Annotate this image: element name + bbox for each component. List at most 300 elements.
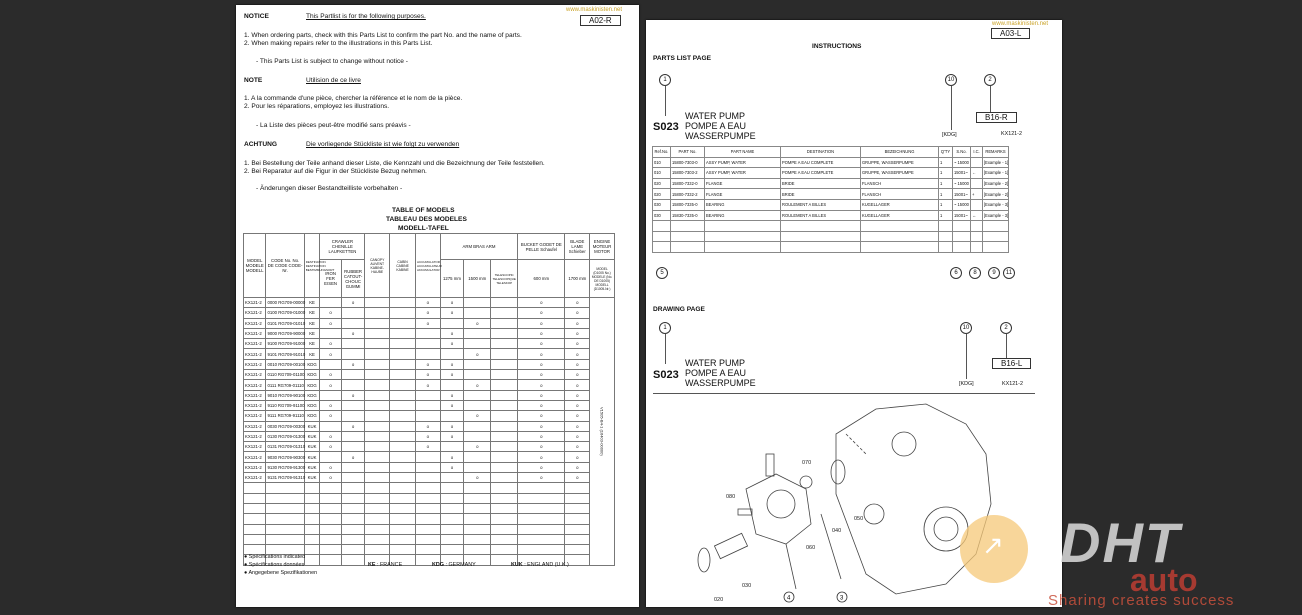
spec-mark-cell — [491, 380, 518, 390]
table-row-empty — [244, 483, 615, 493]
pump-gasket — [831, 460, 845, 484]
empty-cell — [464, 524, 491, 534]
spec-mark-cell — [390, 421, 416, 431]
parts-cell: [Example - 1] — [983, 157, 1009, 168]
col-arm-1275: 1275 mm — [440, 260, 464, 298]
spec-mark-cell — [415, 452, 440, 462]
destination-cell: KE — [304, 308, 320, 318]
code-cell: 9000 RG709-90000 — [266, 328, 304, 338]
empty-cell — [365, 534, 390, 544]
spec-mark-cell — [415, 400, 440, 410]
spec-mark-cell: o — [464, 473, 491, 483]
spec-mark-cell: o — [565, 318, 590, 328]
drawing-ref: B16-L — [992, 358, 1031, 369]
col-cabin: CABIN CABINE KABINE — [390, 234, 416, 298]
empty-cell — [365, 514, 390, 524]
parts-cell: 15830-7335-0 — [671, 210, 705, 221]
spec-mark-cell: o — [518, 339, 565, 349]
dht-logo — [960, 510, 1300, 615]
table-title: MODELL-TAFEL — [398, 225, 449, 232]
parts-cell: BEARING — [705, 210, 781, 221]
spec-mark-cell: o — [415, 370, 440, 380]
pump-bolt — [738, 509, 752, 515]
empty-cell — [518, 483, 565, 493]
parts-cell: 15001~ — [953, 189, 971, 200]
leader-line — [821, 514, 841, 579]
parts-row — [653, 157, 1009, 168]
spec-mark-cell — [365, 400, 390, 410]
parts-row — [653, 210, 1009, 221]
spec-mark-cell — [491, 349, 518, 359]
parts-header-cell: I.C. — [971, 147, 983, 158]
spec-mark-cell: o — [320, 411, 341, 421]
empty-cell — [415, 534, 440, 544]
parts-row-empty — [653, 242, 1009, 253]
assembly-line — [846, 434, 866, 454]
spec-mark-cell: o — [415, 298, 440, 308]
empty-cell — [320, 524, 341, 534]
callout-2: 2 — [1000, 322, 1012, 334]
code-cell: 0130 RG709-01300 — [266, 431, 304, 441]
spec-mark-cell — [464, 462, 491, 472]
model-tag: KX121-2 — [1001, 131, 1022, 137]
legend-ke: KE : FRANCE — [368, 562, 403, 568]
spec-mark-cell: o — [464, 411, 491, 421]
parts-cell: 030 — [653, 210, 671, 221]
spec-mark-cell — [491, 473, 518, 483]
diagram-label: 050 — [854, 516, 864, 522]
spec-mark-cell — [390, 380, 416, 390]
model-cell: KX121-2 — [244, 473, 266, 483]
parts-cell: ASSY PUMP, WATER — [705, 168, 781, 179]
spec-mark-cell: o — [518, 462, 565, 472]
spec-mark-cell: o — [518, 359, 565, 369]
spec-mark-cell — [365, 339, 390, 349]
empty-cell — [390, 545, 416, 555]
spec-mark-cell — [390, 452, 416, 462]
empty-cell — [464, 534, 491, 544]
empty-cell — [266, 483, 304, 493]
table-row — [244, 452, 615, 462]
spec-mark-cell — [341, 339, 365, 349]
pump-impeller — [767, 490, 795, 518]
page-code: A03-L — [991, 28, 1030, 39]
destination-cell: KDG — [304, 411, 320, 421]
parts-cell: 010 — [653, 157, 671, 168]
parts-cell: 15001~ — [953, 210, 971, 221]
spec-mark-cell — [491, 370, 518, 380]
parts-cell: 15001~ — [953, 168, 971, 179]
model-tag: KX121-2 — [1002, 381, 1023, 387]
empty-cell — [304, 483, 320, 493]
parts-cell: 1 — [939, 210, 953, 221]
table-row — [244, 359, 615, 369]
achtung-heading: ACHTUNG — [244, 141, 277, 148]
empty-cell — [244, 503, 266, 513]
destination-cell: KUK — [304, 421, 320, 431]
part-name-de: WASSERPUMPE — [685, 131, 756, 141]
spec-mark-cell — [415, 390, 440, 400]
spec-mark-cell: o — [415, 308, 440, 318]
spec-mark-cell: o — [440, 359, 464, 369]
spec-mark-cell: o — [518, 473, 565, 483]
table-title: TABLEAU DES MODELES — [386, 216, 467, 223]
empty-cell — [304, 534, 320, 544]
parts-cell: 15800-7303-2 — [671, 168, 705, 179]
empty-cell — [953, 242, 971, 253]
destination-cell: KUK — [304, 442, 320, 452]
spec-mark-cell — [440, 442, 464, 452]
spec-mark-cell — [440, 380, 464, 390]
parts-cell: ROULEMENT A BILLES — [781, 199, 861, 210]
spec-mark-cell — [341, 473, 365, 483]
empty-cell — [415, 503, 440, 513]
spec-mark-cell — [390, 308, 416, 318]
spec-mark-cell: o — [415, 359, 440, 369]
drawing-page-heading: DRAWING PAGE — [653, 306, 705, 313]
parts-header-cell: PART No. — [671, 147, 705, 158]
spec-mark-cell — [365, 380, 390, 390]
parts-cell: KUGELLAGER — [861, 199, 939, 210]
col-destination: DESTINATION DESTINATION BESTIMMUNGSORT — [304, 234, 320, 298]
spec-mark-cell: o — [518, 421, 565, 431]
spec-mark-cell: o — [565, 339, 590, 349]
empty-cell — [464, 483, 491, 493]
spec-mark-cell — [365, 411, 390, 421]
spec-mark-cell — [440, 349, 464, 359]
empty-cell — [565, 514, 590, 524]
engine-port — [864, 504, 884, 524]
arrow-icon: ↗ — [982, 530, 1004, 560]
destination-cell: KE — [304, 298, 320, 308]
logo-auto: auto — [1130, 562, 1198, 598]
empty-cell — [464, 503, 491, 513]
table-row-empty — [244, 524, 615, 534]
empty-cell — [861, 221, 939, 232]
code-cell: 9111 RG709-91110 — [266, 411, 304, 421]
col-crawler: CRAWLER CHENILLE LAUFKETTEN — [320, 234, 365, 260]
spec-mark-cell: o — [565, 473, 590, 483]
spec-mark-cell: o — [440, 308, 464, 318]
spec-mark-cell — [390, 442, 416, 452]
empty-cell — [440, 524, 464, 534]
empty-cell — [705, 242, 781, 253]
parts-cell — [971, 157, 983, 168]
empty-cell — [341, 555, 365, 565]
spec-mark-cell: o — [565, 421, 590, 431]
parts-cell: 1 — [939, 189, 953, 200]
spec-mark-cell — [390, 298, 416, 308]
parts-cell: 1 — [939, 178, 953, 189]
spec-mark-cell: o — [565, 411, 590, 421]
spec-mark-cell: o — [565, 308, 590, 318]
empty-cell — [971, 231, 983, 242]
empty-cell — [491, 483, 518, 493]
table-row — [244, 339, 615, 349]
spec-mark-cell — [341, 411, 365, 421]
spec-mark-cell: o — [320, 339, 341, 349]
parts-header-cell: Ref.No. — [653, 147, 671, 158]
spec-mark-cell — [365, 318, 390, 328]
spec-mark-cell: o — [320, 462, 341, 472]
section-code: S023 — [653, 369, 679, 381]
spec-mark-cell — [491, 442, 518, 452]
parts-table — [652, 146, 1009, 253]
col-arm: ARM BRAS ARM — [440, 234, 518, 260]
parts-row-empty — [653, 221, 1009, 232]
empty-cell — [565, 534, 590, 544]
parts-cell: 15800-7303-0 — [671, 157, 705, 168]
empty-cell — [953, 231, 971, 242]
model-cell: KX121-2 — [244, 462, 266, 472]
table-row — [244, 400, 615, 410]
instructions-title: INSTRUCTIONS — [812, 43, 862, 50]
parts-row — [653, 168, 1009, 179]
spec-mark-cell — [491, 359, 518, 369]
destination-cell: KUK — [304, 473, 320, 483]
empty-cell — [518, 534, 565, 544]
parts-cell: ~ 15000 — [953, 178, 971, 189]
parts-row — [653, 199, 1009, 210]
empty-cell — [491, 514, 518, 524]
spec-mark-cell: o — [565, 359, 590, 369]
spec-mark-cell: o — [415, 442, 440, 452]
empty-cell — [341, 545, 365, 555]
destination-cell: KE — [304, 328, 320, 338]
spec-mark-cell — [464, 359, 491, 369]
model-cell: KX121-2 — [244, 421, 266, 431]
parts-cell: ← — [971, 168, 983, 179]
leader-line — [966, 334, 967, 379]
table-row — [244, 308, 615, 318]
section-code: S023 — [653, 121, 679, 133]
callout-2: 2 — [984, 74, 996, 86]
engine-cell: V1505-B4-1 (16403-00000) — [590, 298, 615, 566]
pump-inlet — [766, 454, 774, 476]
empty-cell — [266, 534, 304, 544]
spec-mark-cell: o — [464, 442, 491, 452]
empty-cell — [341, 524, 365, 534]
empty-cell — [939, 231, 953, 242]
spec-mark-cell — [390, 411, 416, 421]
empty-cell — [565, 483, 590, 493]
spec-mark-cell: o — [341, 421, 365, 431]
spec-mark-cell — [491, 421, 518, 431]
empty-cell — [464, 545, 491, 555]
note-item: 1. A la commande d'une pièce, chercher la référence et le nom de la pièce. — [244, 95, 463, 102]
spec-mark-cell: o — [518, 431, 565, 441]
empty-cell — [971, 221, 983, 232]
note-heading: NOTE — [244, 77, 263, 84]
spec-mark-cell: o — [320, 473, 341, 483]
empty-cell — [244, 534, 266, 544]
empty-cell — [266, 524, 304, 534]
spec-mark-cell — [365, 473, 390, 483]
leader-line — [951, 86, 952, 130]
empty-cell — [320, 483, 341, 493]
parts-cell — [971, 178, 983, 189]
empty-cell — [304, 514, 320, 524]
code-cell: 9030 RG709-90300 — [266, 452, 304, 462]
table-row — [244, 349, 615, 359]
empty-cell — [565, 503, 590, 513]
code-cell: 0131 RG709-01310 — [266, 442, 304, 452]
parts-cell: 020 — [653, 178, 671, 189]
spec-mark-cell: o — [518, 370, 565, 380]
spec-mark-cell: o — [440, 400, 464, 410]
table-row — [244, 421, 615, 431]
empty-cell — [390, 503, 416, 513]
empty-cell — [953, 221, 971, 232]
model-cell: KX121-2 — [244, 442, 266, 452]
pump-body-outline — [746, 474, 811, 544]
notice-note: - This Parts List is subject to change without notice - — [256, 58, 408, 65]
empty-cell — [671, 221, 705, 232]
spec-mark-cell — [341, 380, 365, 390]
spec-mark-cell — [390, 431, 416, 441]
pump-pulley — [698, 548, 710, 572]
spec-mark-cell — [464, 400, 491, 410]
spec-line: ● Spécifications données — [244, 562, 305, 568]
spec-mark-cell — [390, 328, 416, 338]
empty-cell — [861, 242, 939, 253]
spec-mark-cell: o — [415, 431, 440, 441]
destination-cell: KUK — [304, 431, 320, 441]
spec-mark-cell — [464, 328, 491, 338]
spec-mark-cell: o — [341, 359, 365, 369]
parts-cell — [971, 199, 983, 210]
parts-list-heading: PARTS LIST PAGE — [653, 55, 712, 62]
parts-cell: FLANSCH — [861, 178, 939, 189]
callout-6: 6 — [950, 267, 962, 279]
spec-mark-cell — [365, 442, 390, 452]
left-page — [236, 5, 639, 607]
spec-mark-cell — [365, 421, 390, 431]
spec-mark-cell: o — [565, 328, 590, 338]
spec-mark-cell: o — [518, 452, 565, 462]
part-name-en: WATER PUMP — [685, 111, 745, 121]
parts-cell: 1 — [939, 168, 953, 179]
spec-mark-cell — [491, 318, 518, 328]
callout-1: 1 — [659, 322, 671, 334]
empty-cell — [491, 534, 518, 544]
spec-mark-cell: o — [440, 452, 464, 462]
empty-cell — [705, 221, 781, 232]
empty-cell — [365, 483, 390, 493]
diagram-label: 070 — [802, 460, 812, 466]
achtung-item: 2. Bei Reparatur auf die Figur in der Stückliste Bezug nehmen. — [244, 168, 427, 175]
parts-cell: [Example - 2] — [983, 189, 1009, 200]
pump-shaft — [714, 533, 747, 558]
spec-mark-cell — [365, 431, 390, 441]
col-model: MODEL MODELE MODELL — [244, 234, 266, 298]
leader-line — [1006, 334, 1007, 359]
empty-cell — [341, 514, 365, 524]
empty-cell — [415, 524, 440, 534]
spec-mark-cell — [440, 318, 464, 328]
empty-cell — [440, 503, 464, 513]
code-cell: 9131 RG709-91310 — [266, 473, 304, 483]
spec-mark-cell: o — [565, 442, 590, 452]
callout-10: 10 — [945, 74, 957, 86]
spec-mark-cell — [390, 339, 416, 349]
spec-mark-cell — [491, 400, 518, 410]
parts-cell: 1 — [939, 199, 953, 210]
parts-cell: ↔ — [971, 210, 983, 221]
spec-mark-cell: o — [565, 400, 590, 410]
spec-mark-cell — [341, 462, 365, 472]
parts-cell: BRIDE — [781, 189, 861, 200]
table-row-empty — [244, 514, 615, 524]
spec-mark-cell: o — [341, 452, 365, 462]
empty-cell — [390, 483, 416, 493]
parts-cell: GRUPPE, WASSERPUMPE — [861, 168, 939, 179]
empty-cell — [244, 514, 266, 524]
model-cell: KX121-2 — [244, 308, 266, 318]
empty-cell — [653, 242, 671, 253]
spec-mark-cell — [491, 390, 518, 400]
parts-header-cell: BEZEICHNUNG — [861, 147, 939, 158]
table-row — [244, 370, 615, 380]
empty-cell — [415, 483, 440, 493]
col-code: CODE No. No. DE CODE CODE-Nr. — [266, 234, 304, 298]
destination-cell: KUK — [304, 462, 320, 472]
spec-mark-cell — [320, 328, 341, 338]
spec-mark-cell — [464, 308, 491, 318]
empty-cell — [341, 493, 365, 503]
spec-mark-cell: o — [440, 298, 464, 308]
empty-cell — [320, 503, 341, 513]
parts-cell: 020 — [653, 189, 671, 200]
legend-kuk: KUK : ENGLAND (U.K.) — [511, 562, 569, 568]
spec-mark-cell — [491, 298, 518, 308]
empty-cell — [971, 242, 983, 253]
page-code: A02-R — [580, 15, 621, 26]
models-table — [243, 233, 615, 566]
empty-cell — [365, 493, 390, 503]
spec-mark-cell: o — [565, 298, 590, 308]
spec-mark-cell — [320, 452, 341, 462]
col-bucket-600: 600 mm — [518, 260, 565, 298]
leader-line — [990, 86, 991, 112]
spec-mark-cell: o — [415, 421, 440, 431]
empty-cell — [653, 221, 671, 232]
empty-cell — [440, 493, 464, 503]
empty-cell — [440, 514, 464, 524]
spec-mark-cell: o — [518, 390, 565, 400]
spec-mark-cell — [491, 328, 518, 338]
empty-cell — [653, 231, 671, 242]
parts-cell: 15800-7332-2 — [671, 189, 705, 200]
empty-cell — [244, 493, 266, 503]
model-cell: KX121-2 — [244, 318, 266, 328]
parts-header-cell: DESTINATION — [781, 147, 861, 158]
parts-row-empty — [653, 231, 1009, 242]
note-item: 2. Pour les réparations, employez les illustrations. — [244, 103, 390, 110]
spec-mark-cell — [390, 318, 416, 328]
spec-mark-cell: o — [464, 318, 491, 328]
model-cell: KX121-2 — [244, 359, 266, 369]
empty-cell — [983, 221, 1009, 232]
spec-mark-cell: o — [565, 349, 590, 359]
parts-cell: BEARING — [705, 199, 781, 210]
empty-cell — [464, 493, 491, 503]
empty-cell — [390, 493, 416, 503]
empty-cell — [320, 514, 341, 524]
empty-cell — [565, 545, 590, 555]
part-name-en: WATER PUMP — [685, 358, 745, 368]
parts-cell: [Example - 3] — [983, 199, 1009, 210]
